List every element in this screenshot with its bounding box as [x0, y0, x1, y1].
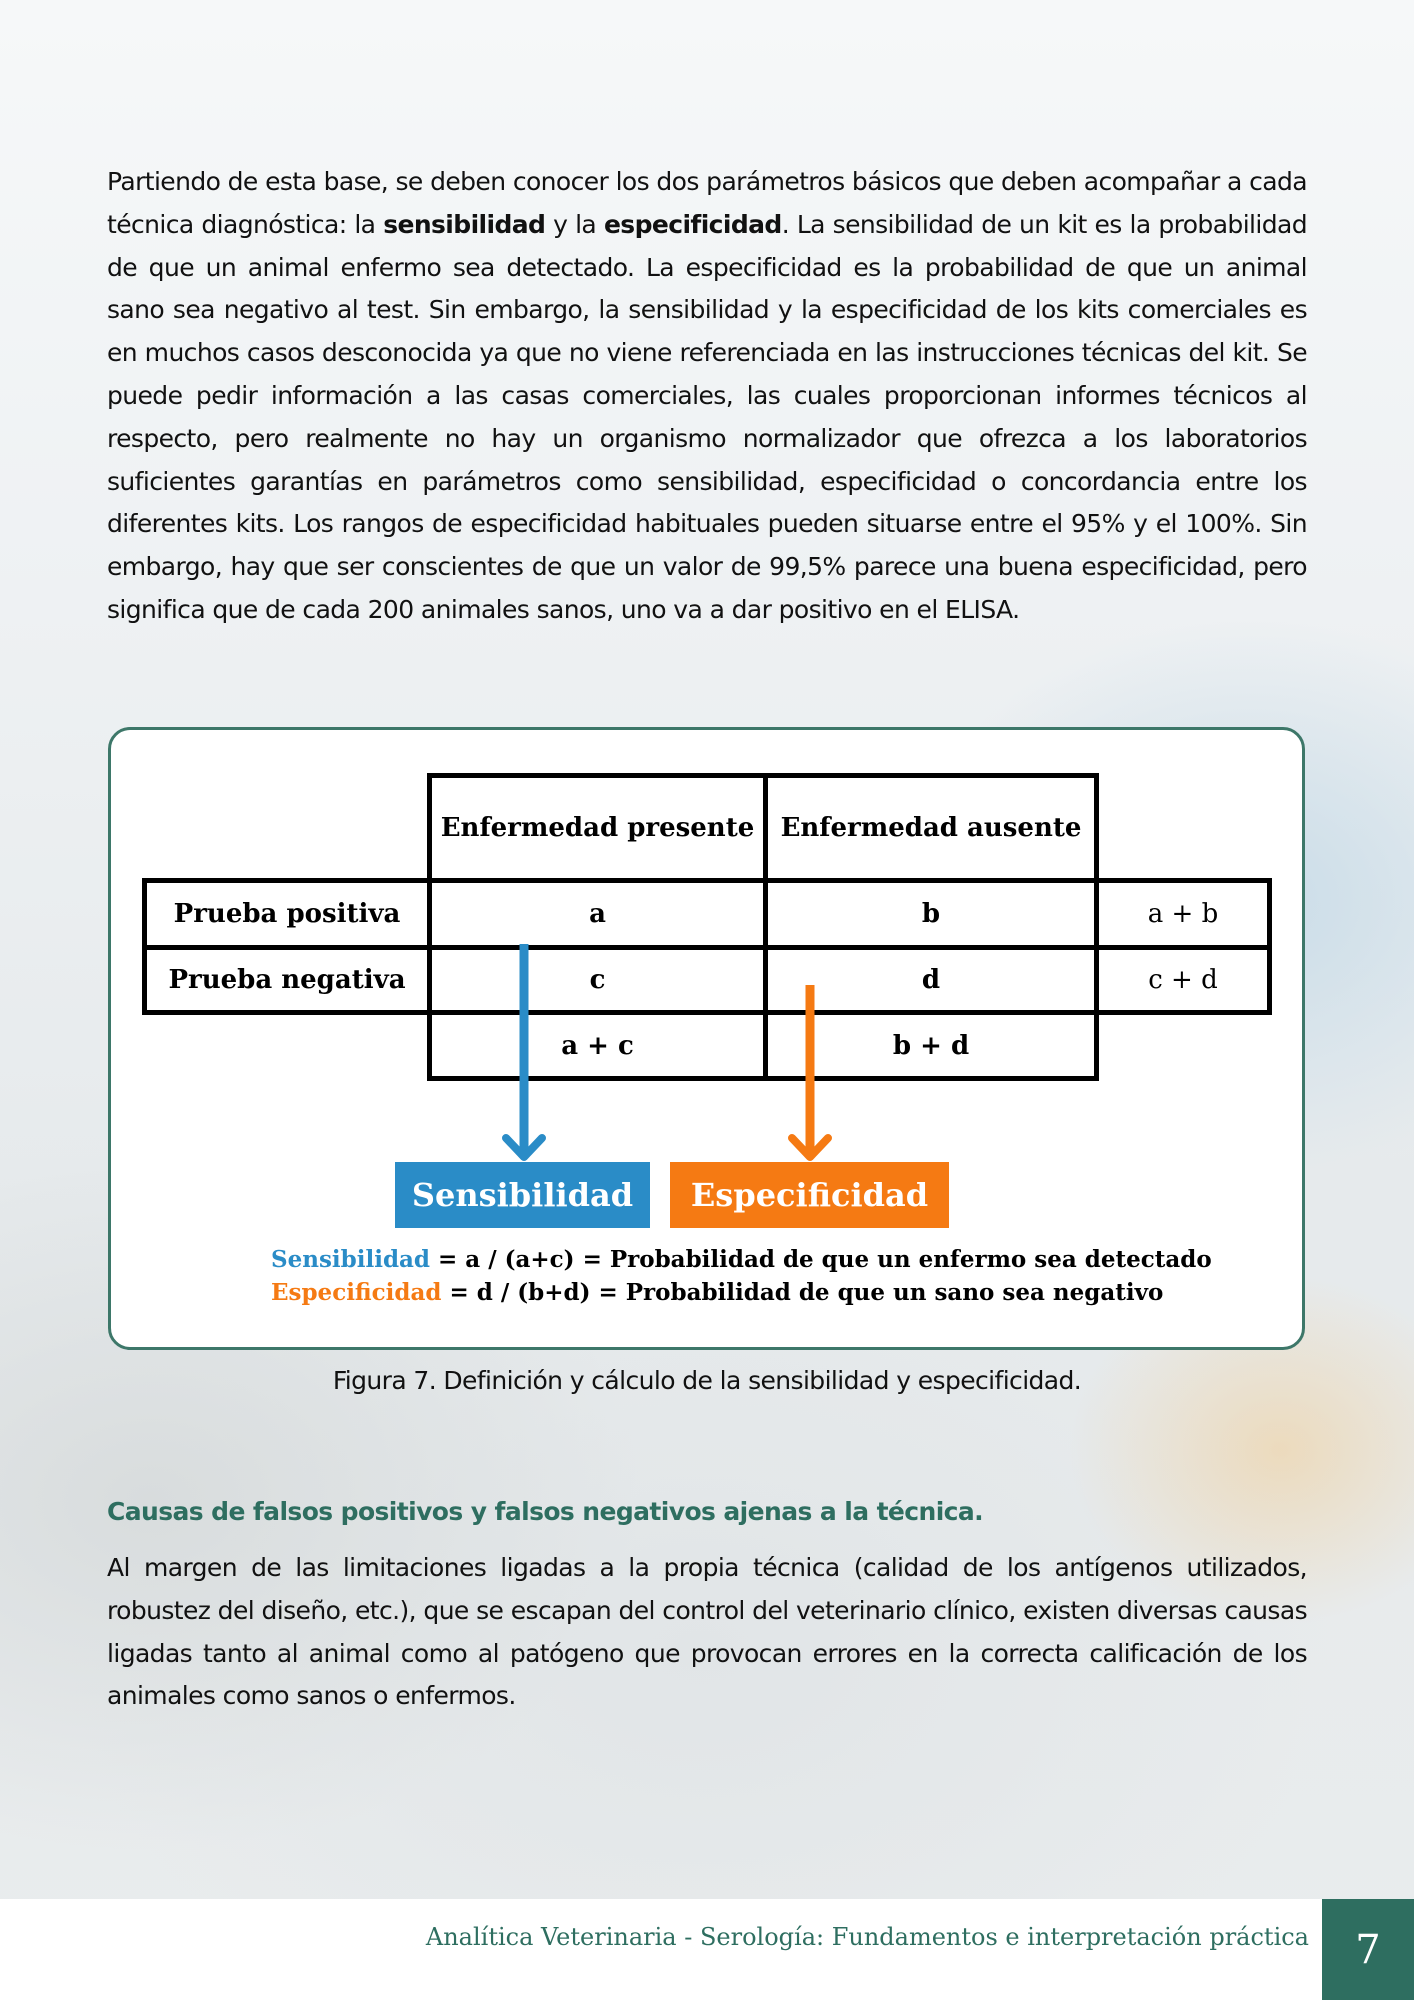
intro-paragraph: [107, 161, 1307, 632]
formula-term: Sensibilidad: [271, 1246, 431, 1273]
col-header-present: Enfermedad presente: [427, 773, 768, 883]
bold-term-sensibilidad: sensibilidad: [383, 209, 546, 239]
paragraph-text: Partiendo de esta base, se deben conocer los dos parámetros básicos que deben acompañar a cada técnica diagnóstica: la: [107, 167, 1307, 239]
row-total-positive: a + b: [1094, 878, 1272, 950]
row-header-positive: Prueba positiva: [142, 878, 432, 950]
sensitivity-label: Sensibilidad: [395, 1162, 650, 1228]
col-header-absent: Enfermedad ausente: [763, 773, 1099, 883]
col-total-present: a + c: [427, 1010, 768, 1081]
row-header-negative: Prueba negativa: [142, 945, 432, 1015]
formula-text: = a / (a+c) = Probabilidad de que un enfermo sea detectado: [430, 1246, 1212, 1273]
sensitivity-formula: [271, 1246, 1212, 1273]
specificity-formula: [271, 1279, 1163, 1306]
section-heading: Causas de falsos positivos y falsos negativos ajenas a la técnica.: [107, 1497, 984, 1526]
cell-b: b: [763, 878, 1099, 950]
cell-a: a: [427, 878, 768, 950]
page-number: 7: [1322, 1899, 1414, 2000]
formula-text: = d / (b+d) = Probabilidad de que un sano sea negativo: [441, 1279, 1164, 1306]
footer-title: Analítica Veterinaria - Serología: Fundamentos e interpretación práctica: [425, 1923, 1309, 1951]
paragraph-text: y la: [545, 209, 604, 239]
figure-caption: Figura 7. Definición y cálculo de la sensibilidad y especificidad.: [332, 1366, 1082, 1395]
formula-term: Especificidad: [271, 1279, 442, 1306]
specificity-arrow-icon: [782, 983, 838, 1164]
section-paragraph: Al margen de las limitaciones ligadas a la propia técnica (calidad de los antígenos utilizados, robustez del diseño, etc.), que se escapan del control del veterinario clínico, existen diversas causas ligadas tanto al animal como al patógeno que provocan errores en la correcta calificación de los animales como sanos o enfermos.: [107, 1553, 1307, 1711]
cell-c: c: [427, 945, 768, 1015]
sensitivity-arrow-icon: [496, 942, 552, 1164]
row-total-negative: c + d: [1094, 945, 1272, 1015]
specificity-label: Especificidad: [670, 1162, 949, 1228]
col-total-absent: b + d: [763, 1010, 1099, 1081]
bold-term-especificidad: especificidad: [603, 209, 782, 239]
cell-d: d: [763, 945, 1099, 1015]
paragraph-text: . La sensibilidad de un kit es la probabilidad de que un animal enfermo sea detectado. La especificidad es la probabilidad de que un animal sano sea negativo al test. Sin embargo, la sensibilidad y la especificidad de los kits comerciales es en muchos casos desconocida ya que no viene referenciada en las instrucciones técnicas del kit. Se puede pedir información a las casas comerciales, las cuales proporcionan informes técnicos al respecto, pero realmente no hay un organismo normalizador que ofrezca a los laboratorios suficientes garantías en parámetros como sensibilidad, especificidad o concordancia entre los diferentes kits. Los rangos de especificidad habituales pueden situarse entre el 95% y el 100%. Sin embargo, hay que ser conscientes de que un valor de 99,5% parece una buena especificidad, pero significa que de cada 200 animales sanos, uno va a dar positivo en el ELISA.: [107, 209, 1307, 624]
